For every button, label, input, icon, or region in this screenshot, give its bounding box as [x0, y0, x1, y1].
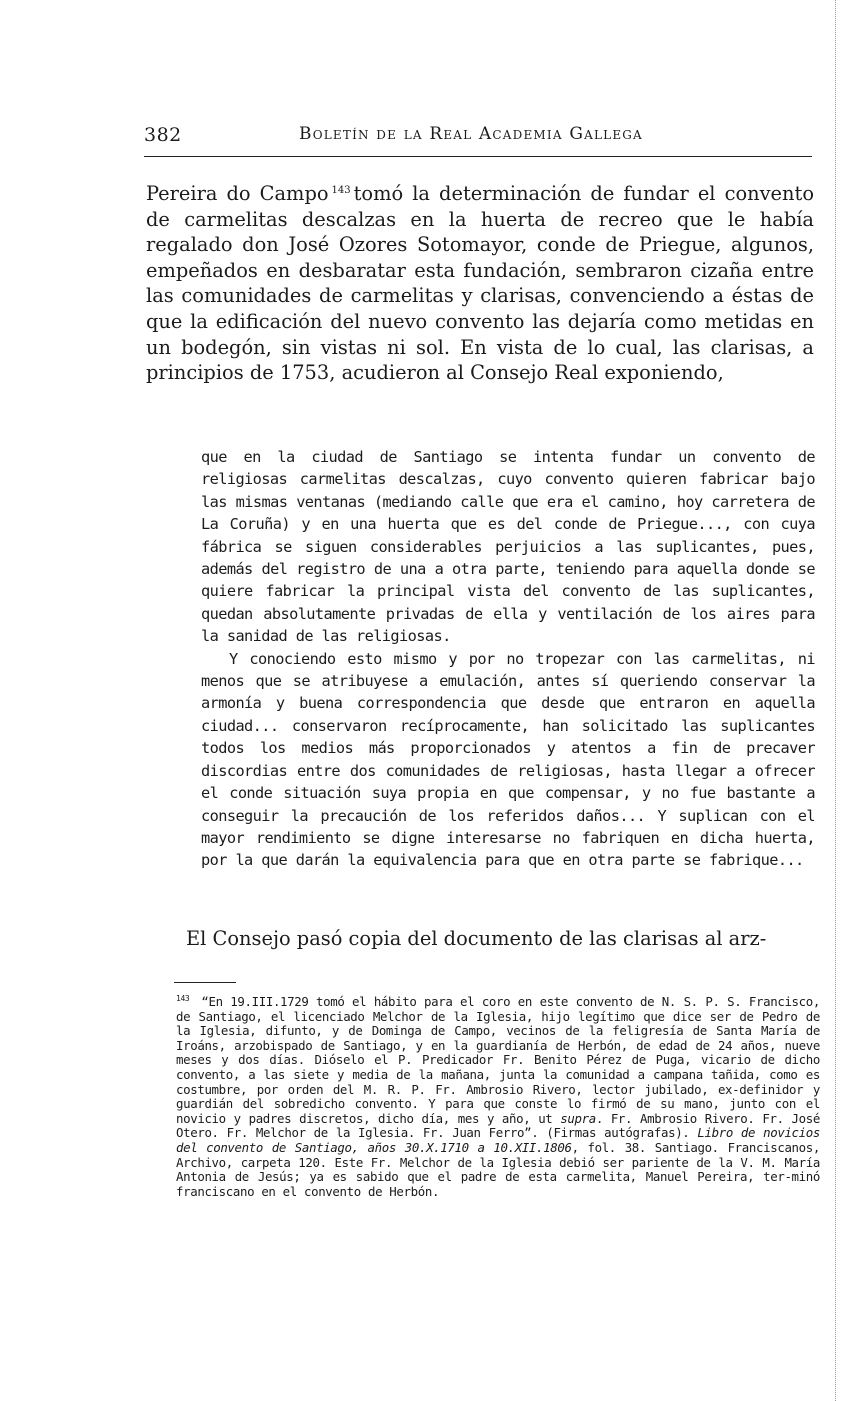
footnote-supra: supra: [560, 1110, 596, 1126]
footnote-number: 143: [176, 994, 190, 1003]
footnote-text-c: , fol. 38. Santiago. Franciscanos, Archivo, carpeta 120. Este Fr. Melchor de la Iglesia debió ser pariente de la V. M. María Antonia de Jesús; ya es sabido que el padre de esta carmelita, Manuel Pereira, ter-minó franciscano en el convento de Herbón.: [176, 1139, 820, 1199]
quote-paragraph-1: que en la ciudad de Santiago se intenta fundar un convento de religiosas carmelitas descalzas, cuyo convento quieren fabricar bajo las mismas ventanas (mediando calle que era el camino, hoy carretera de La Coruña) y en una huerta que es del conde de Priegue..., con cuya fábrica se siguen considerables perjuicios a las suplicantes, pues, además del registro de una a otra parte, teniendo para aquella donde se quiere fabricar la principal vista del convento de las suplicantes, quedan absolutamente privadas de ella y ventilación de los aires para la sanidad de las religiosas.: [201, 448, 815, 646]
footnote-book-title: Libro de novicios del convento de Santiago, años 30.X.1710 a 10.XII.1806: [176, 1125, 820, 1155]
page-edge: [835, 0, 842, 1401]
paragraph-1: [146, 178, 814, 386]
quote-paragraph-2: Y conociendo esto mismo y por no tropezar con las carmelitas, ni menos que se atribuyese a emulación, antes sí queriendo conservar la armonía y buena correspondencia que desde que entraron en aquella ciudad... conservaron recíprocamente, han solicitado las suplicantes todos los medios más proporcionados y atentos a fin de precaver discordias entre dos comunidades de religiosas, hasta llegar a ofrecer el conde situación suya propia en que compensar, y no fue bastante a conseguir la precaución de los referidos daños... Y suplican con el mayor rendimiento se digne interesarse no fabriquen en dicha huerta, por la que darán la equivalencia para que en otra parte se fabrique...: [201, 649, 815, 870]
footnote-divider: [174, 982, 236, 983]
paragraph-1-start: Pereira do Campo: [146, 182, 329, 205]
running-header: [144, 122, 812, 157]
footnote-paragraph: [176, 992, 820, 1199]
running-title: Boletín de la Real Academia Gallega: [299, 124, 643, 144]
paragraph-2: El Consejo pasó copia del documento de las clarisas al arz-: [186, 927, 767, 950]
footnote: [176, 992, 820, 1199]
footnote-reference: 143: [331, 185, 351, 196]
footnote-text-a: “En 19.III.1729 tomó el hábito para el coro en este convento de N. S. P. S. Francisco, de Santiago, el licenciado Melchor de la Iglesia, hijo legítimo que dice ser de Pedro de la Iglesia, difunto, y de Dominga de Campo, vecinos de la feligresía de Santa María de Iroáns, arzobispado de Santiago, y en la guardianía de Herbón, de edad de 24 años, nueve meses y dos días. Dióselo el P. Predicador Fr. Benito Pérez de Puga, vicario de dicho convento, a las siete y media de la mañana, junta la comunidad a campana tañida, como es costumbre, por orden del M. R. P. Fr. Ambrosio Rivero, lector jubilado, ex-definidor y guardián del sobredicho convento. Y para que conste lo firmó de su mano, junto con el novicio y padres discretos, dicho día, mes y año, ut: [176, 994, 820, 1126]
paragraph-1-rest: tomó la determinación de fundar el convento de carmelitas descalzas en la huerta de recreo que le había regalado don José Ozores Sotomayor, conde de Priegue, algunos, empeñados en desbaratar esta fundación, sembraron cizaña entre las comunidades de carmelitas y clarisas, convenciendo a éstas de que la edificación del nuevo convento las dejaría como metidas en un bodegón, sin vistas ni sol. En vista de lo cual, las clarisas, a principios de 1753, acudieron al Consejo Real exponiendo,: [146, 182, 814, 385]
body-text: [146, 178, 814, 386]
page-number: 382: [144, 124, 182, 146]
footnote-text-b: . Fr. Ambrosio Rivero. Fr. José Otero. Fr. Melchor de la Iglesia. Fr. Juan Ferro”. (Firmas autógrafas).: [176, 1110, 820, 1141]
block-quote: [201, 446, 815, 872]
